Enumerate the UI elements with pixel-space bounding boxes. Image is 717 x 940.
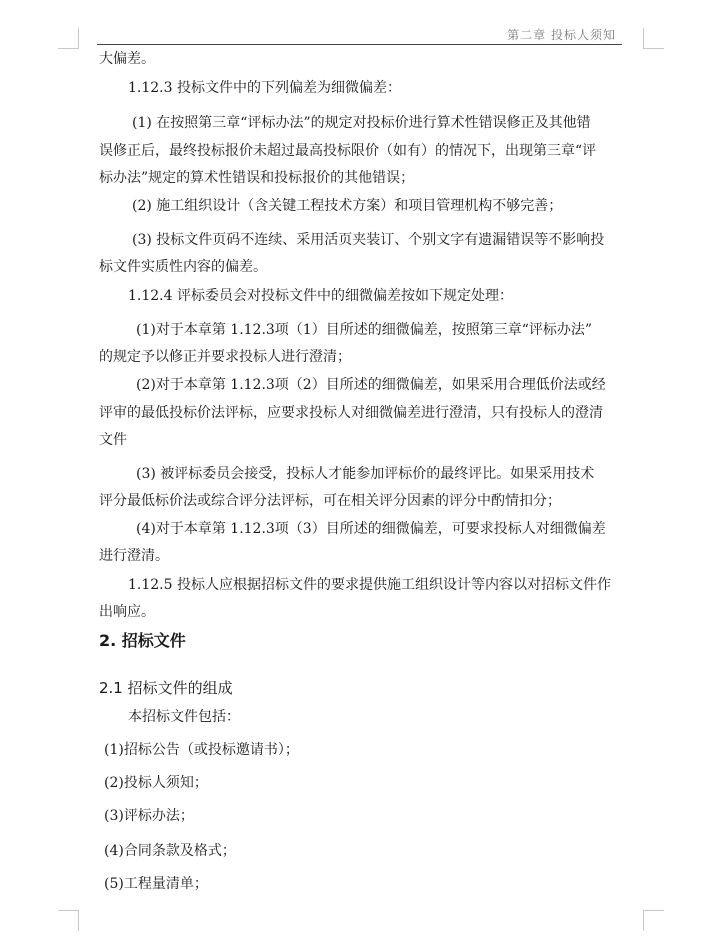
- section-heading: 2. 招标文件: [99, 631, 186, 650]
- page-header: [97, 24, 622, 45]
- chapter-title: 第二章 投标人须知: [507, 28, 616, 42]
- text-line: (2) 施工组织设计（含关键工程技术方案）和项目管理机构不够完善；: [132, 198, 563, 214]
- text-line: 评审的最低投标价法评标，应要求投标人对细微偏差进行澄清，只有投标人的澄清: [99, 405, 603, 421]
- text-line: (2)对于本章第 1.12.3项（2）目所述的细微偏差，如果采用合理低价法或经: [136, 377, 606, 393]
- text-line: 误修正后，最终投标报价未超过最高投标限价（如有）的情况下，出现第三章“评: [99, 143, 597, 159]
- text-line: 进行澄清。: [99, 548, 169, 564]
- text-line: 文件: [99, 432, 127, 448]
- crop-mark-bottom-right: [643, 910, 664, 931]
- list-item: (4)合同条款及格式；: [104, 843, 236, 859]
- list-item: (5)工程量清单；: [104, 876, 208, 892]
- text-line: (1)对于本章第 1.12.3项（1）目所述的细微偏差，按照第三章“评标办法”: [136, 322, 593, 338]
- text-line: 标文件实质性内容的偏差。: [99, 259, 267, 275]
- text-line: (3) 投标文件页码不连续、采用活页夹装订、个别文字有遗漏错误等不影响投: [132, 232, 605, 248]
- text-line: 本招标文件包括：: [128, 709, 240, 725]
- text-line: 的规定予以修正并要求投标人进行澄清；: [99, 349, 351, 365]
- text-line: 大偏差。: [99, 51, 155, 67]
- subsection-heading: 2.1 招标文件的组成: [99, 679, 233, 697]
- text-line: 1.12.4 评标委员会对投标文件中的细微偏差按如下规定处理：: [128, 288, 513, 304]
- list-item: (1)招标公告（或投标邀请书）；: [104, 742, 299, 758]
- text-line: 出响应。: [99, 604, 155, 620]
- text-line: 评分最低标价法或综合评分法评标，可在相关评分因素的评分中酌情扣分；: [99, 493, 561, 509]
- crop-mark-top-right: [643, 28, 664, 49]
- list-item: (2)投标人须知；: [104, 775, 208, 791]
- text-line: 1.12.3 投标文件中的下列偏差为细微偏差：: [128, 80, 401, 96]
- crop-mark-bottom-left: [58, 910, 79, 931]
- text-line: (1) 在按照第三章“评标办法”的规定对投标价进行算术性错误修正及其他错: [132, 115, 591, 131]
- list-item: (3)评标办法；: [104, 808, 194, 824]
- text-line: 1.12.5 投标人应根据招标文件的要求提供施工组织设计等内容以对招标文件作: [128, 577, 611, 593]
- text-line: (4)对于本章第 1.12.3项（3）目所述的细微偏差，可要求投标人对细微偏差: [136, 521, 606, 537]
- text-line: 标办法”规定的算术性错误和投标报价的其他错误；: [99, 170, 415, 186]
- text-line: (3) 被评标委员会接受，投标人才能参加评标价的最终评比。如果采用技术: [136, 466, 595, 482]
- crop-mark-top-left: [58, 28, 79, 49]
